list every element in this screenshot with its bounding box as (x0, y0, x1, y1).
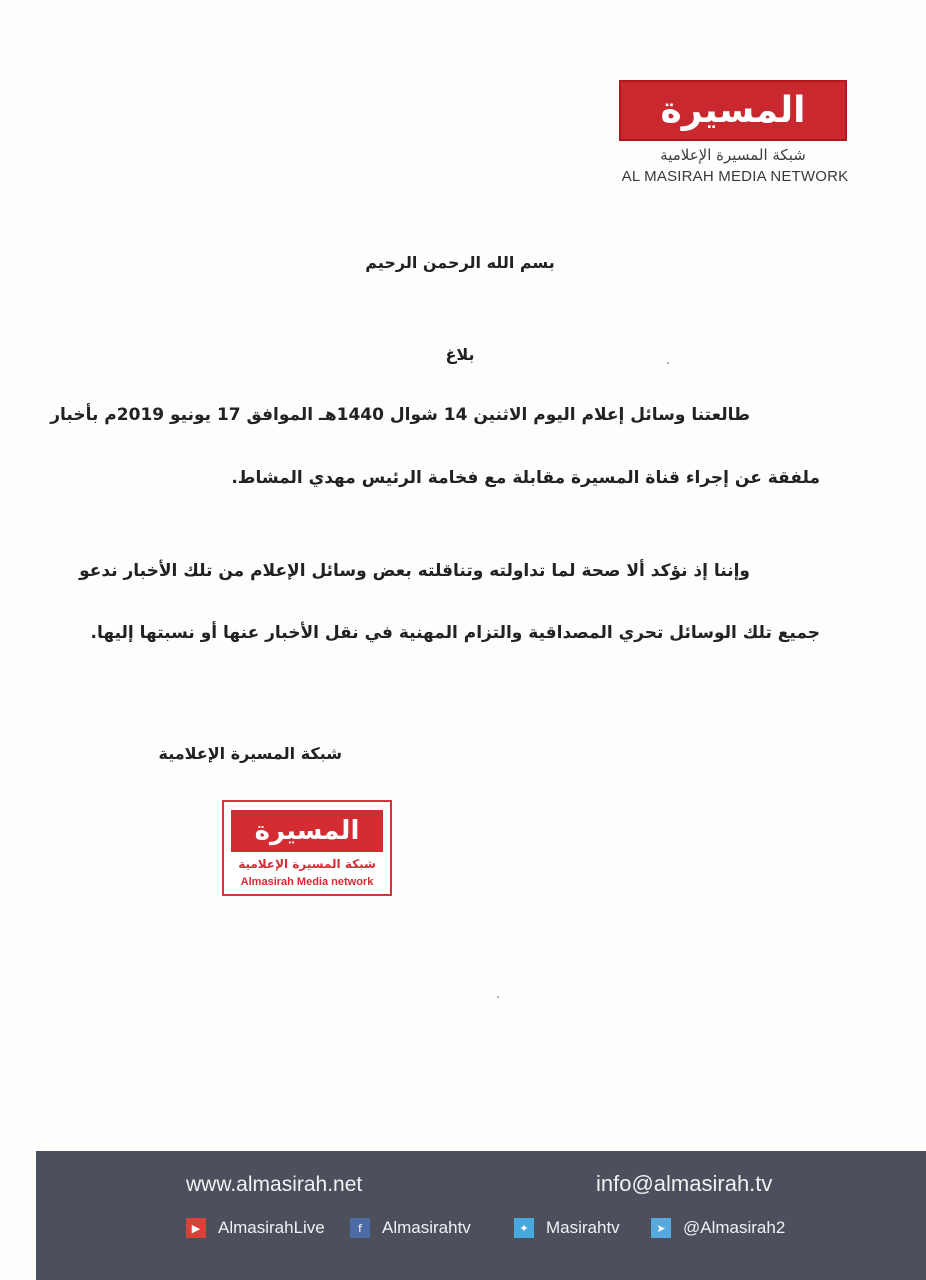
paper-speck (497, 996, 499, 998)
stamp-network-english: Almasirah Media network (240, 876, 374, 888)
paragraph-1-line-2: ملفقة عن إجراء قناة المسيرة مقابلة مع فخامة الرئيس مهدي المشاط. (231, 468, 820, 488)
network-name-arabic: شبكة المسيرة الإعلامية (660, 146, 806, 164)
logo-text: المسيرة (660, 90, 806, 131)
facebook-icon: f (350, 1218, 370, 1238)
youtube-icon: ▶ (186, 1218, 206, 1238)
stamp-logo-text: المسيرة (254, 816, 360, 846)
social-label: AlmasirahLive (218, 1218, 325, 1237)
network-name-english: AL MASIRAH MEDIA NETWORK (621, 168, 849, 185)
paragraph-2-line-2: جميع تلك الوسائل تحري المصداقية والتزام المهنية في نقل الأخبار عنها أو نسبتها إليها. (90, 623, 820, 643)
signature: شبكة المسيرة الإعلامية (158, 744, 342, 763)
paragraph-2-line-1: وإننا إذ نؤكد ألا صحة لما تداولته وتناقلته بعض وسائل الإعلام من تلك الأخبار ندعو (79, 561, 750, 581)
stamp-logo (231, 810, 383, 852)
official-stamp (222, 800, 392, 896)
social-facebook[interactable] (350, 1218, 471, 1238)
social-label: Almasirahtv (382, 1218, 471, 1237)
letter-title: بلاغ (445, 345, 475, 364)
basmala: بسم الله الرحمن الرحيم (365, 253, 555, 272)
social-youtube[interactable] (186, 1218, 325, 1238)
social-label: Masirahtv (546, 1218, 620, 1237)
footer-bar (36, 1151, 926, 1280)
social-twitter[interactable] (514, 1218, 620, 1238)
paragraph-1-line-1: طالعتنا وسائل إعلام اليوم الاثنين 14 شوال 1440هـ الموافق 17 يونيو 2019م بأخبار (50, 405, 750, 425)
paper-speck (667, 362, 669, 364)
stamp-network-arabic: شبكة المسيرة الإعلامية (238, 857, 376, 871)
telegram-icon: ➤ (651, 1218, 671, 1238)
social-label: @Almasirah2 (683, 1218, 786, 1237)
website-link[interactable]: www.almasirah.net (186, 1173, 363, 1196)
twitter-icon: ✦ (514, 1218, 534, 1238)
social-telegram[interactable] (651, 1218, 785, 1238)
masirah-logo (619, 80, 847, 141)
email-link[interactable]: info@almasirah.tv (596, 1171, 773, 1196)
